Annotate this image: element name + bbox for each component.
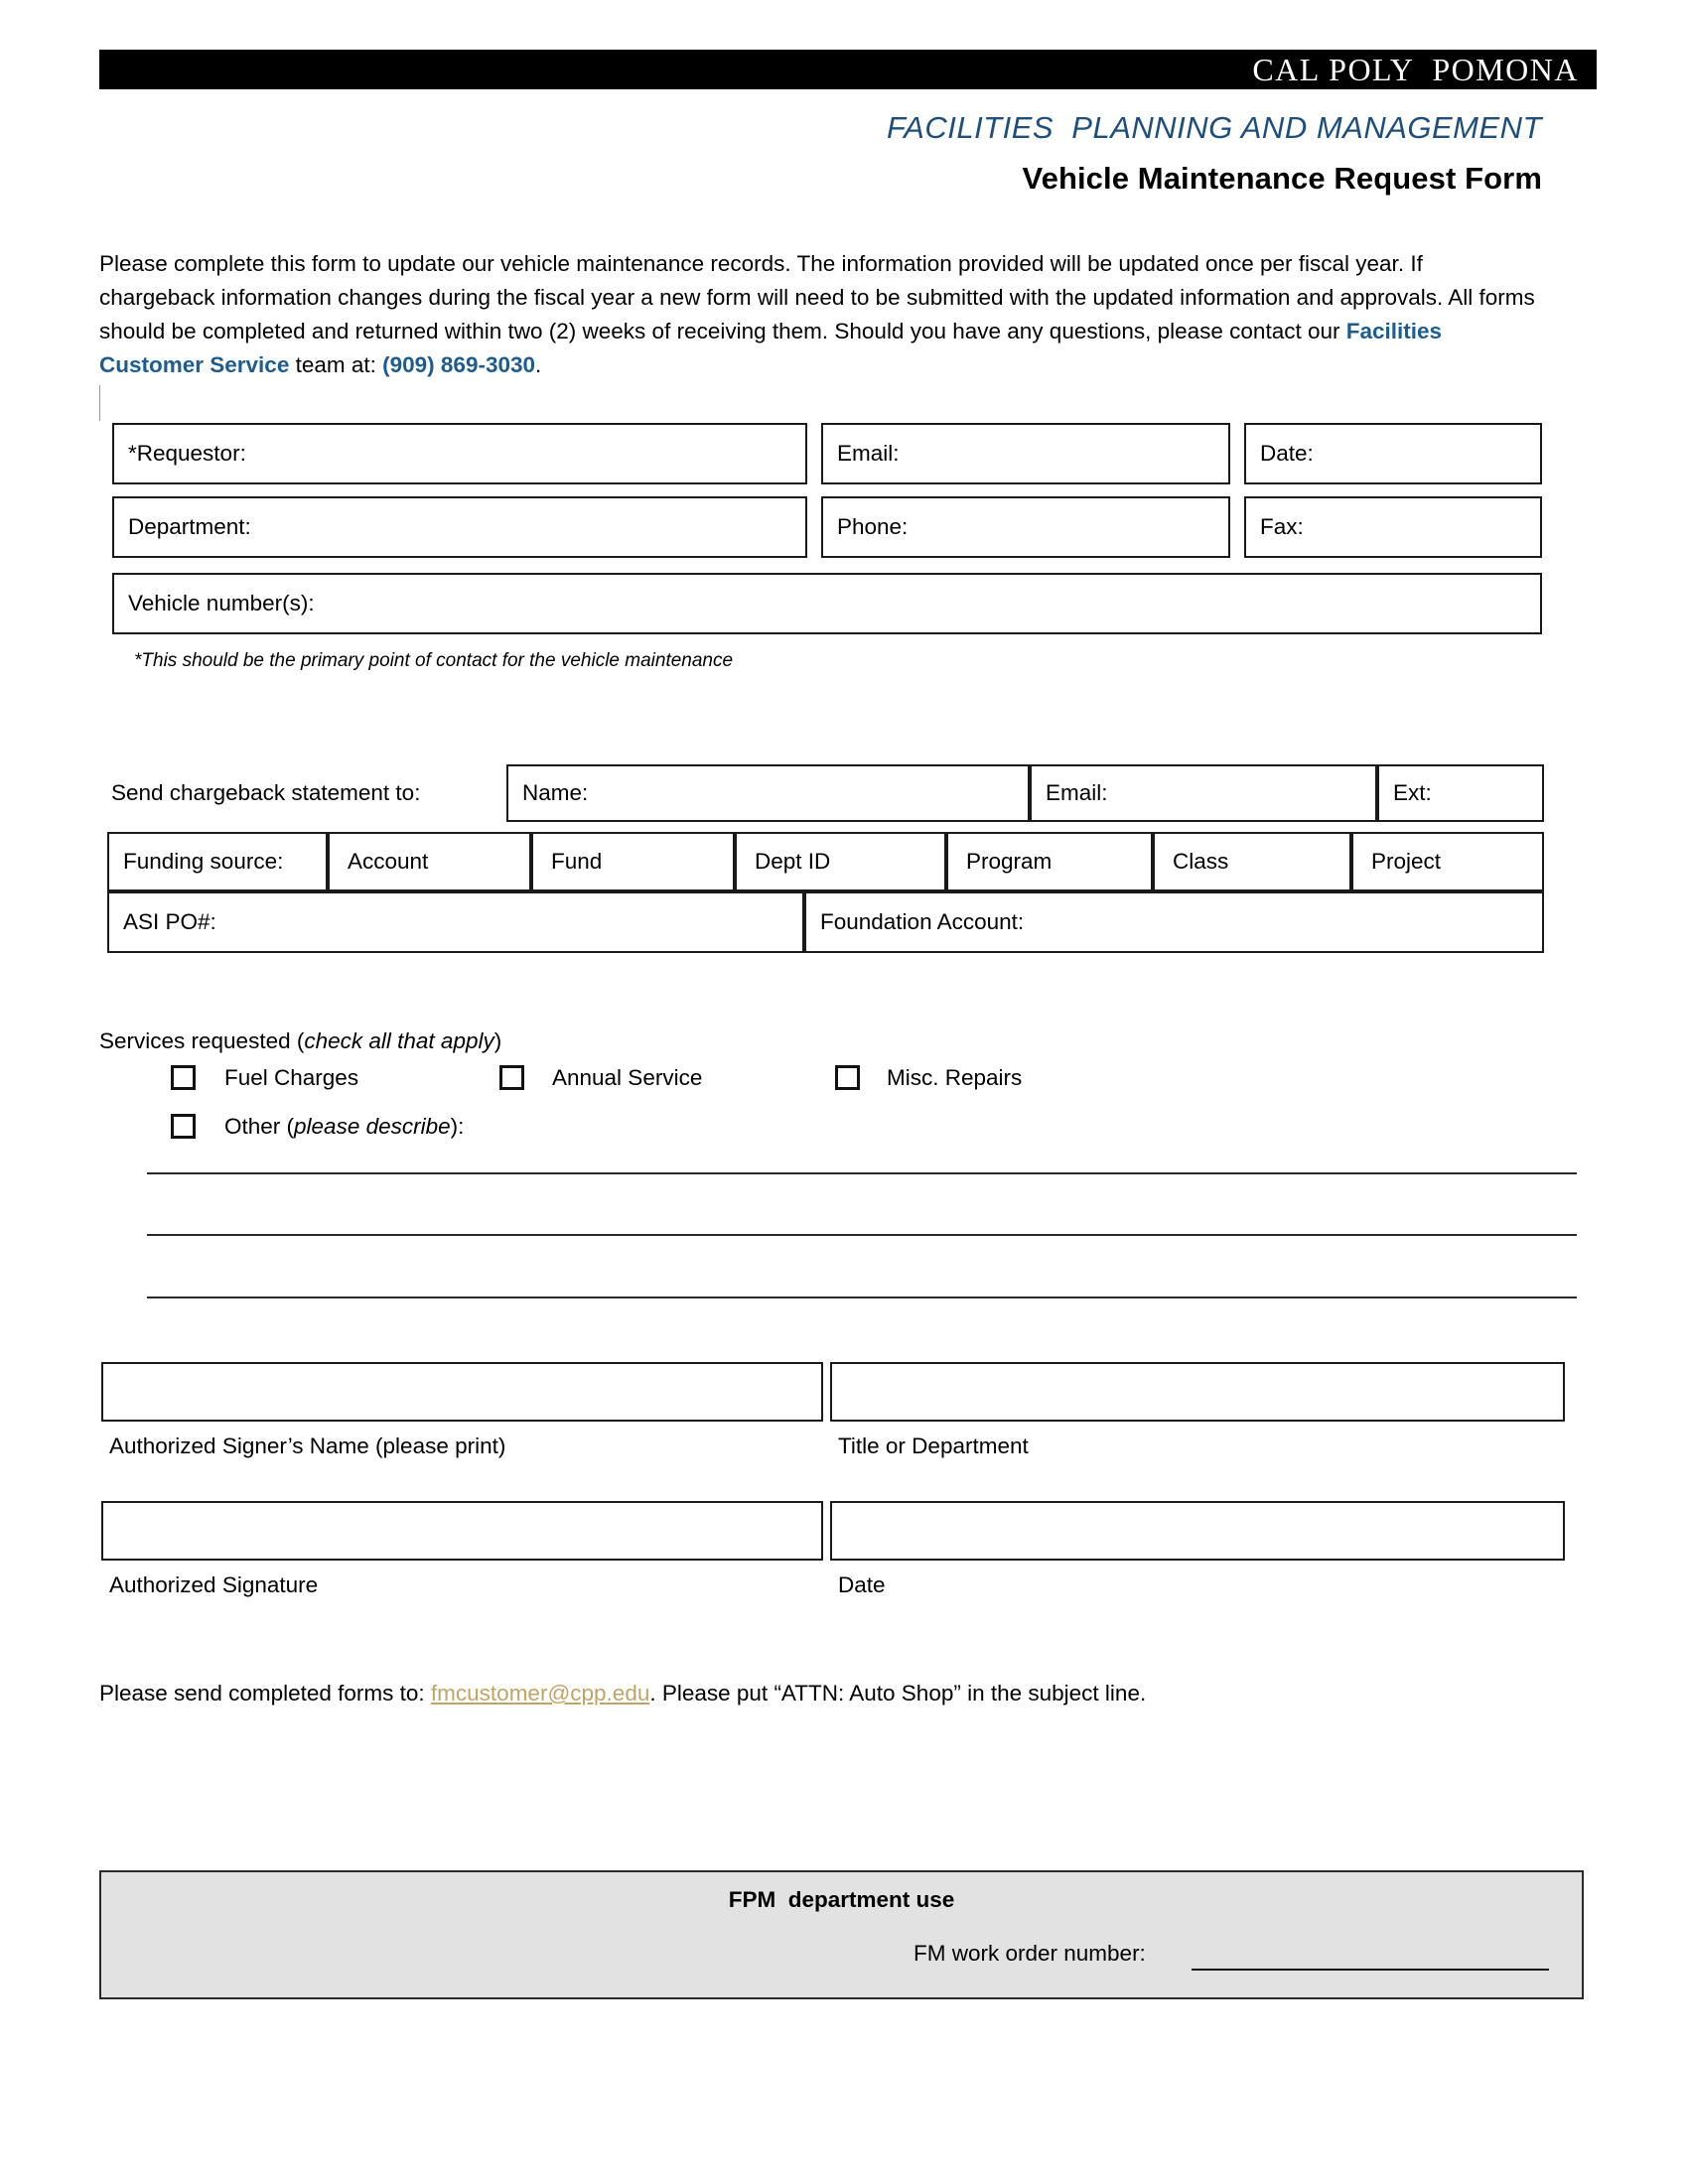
fpm-department-use-title: FPM department use — [728, 1887, 955, 1912]
checkbox-misc-repairs[interactable] — [835, 1065, 860, 1090]
field-email[interactable] — [821, 423, 1230, 484]
field-date[interactable] — [1244, 423, 1542, 484]
submit-prefix: Please send completed forms to: — [99, 1681, 431, 1706]
chargeback-send-to-label: Send chargeback statement to: — [111, 780, 421, 805]
funding-column-project[interactable] — [1351, 832, 1544, 891]
funding-column-account-label: Account — [348, 849, 429, 874]
funding-column-program-label: Program — [966, 849, 1053, 874]
submit-suffix: . Please put “ATTN: Auto Shop” in the subject line. — [649, 1681, 1147, 1706]
field-fax[interactable] — [1244, 496, 1542, 558]
field-date-label: Date: — [1260, 441, 1314, 466]
intro-paragraph — [99, 247, 1544, 382]
field-title-or-department[interactable] — [830, 1362, 1565, 1422]
other-label-plain: Other ( — [224, 1114, 295, 1139]
checkbox-misc-repairs-label: Misc. Repairs — [887, 1065, 1023, 1090]
fm-work-order-input-line[interactable] — [1192, 1969, 1549, 1971]
field-asi-po[interactable] — [107, 891, 804, 953]
services-requested-heading — [99, 1028, 501, 1054]
funding-column-account[interactable] — [328, 832, 531, 891]
field-phone-label: Phone: — [837, 514, 909, 539]
other-describe-line-2[interactable] — [147, 1234, 1577, 1236]
header-black-bar — [99, 50, 1597, 89]
field-fax-label: Fax: — [1260, 514, 1304, 539]
field-authorized-signer-name[interactable] — [101, 1362, 823, 1422]
services-heading-plain: Services requested ( — [99, 1028, 305, 1053]
cal-poly-pomona-wordmark: CAL POLY POMONA — [1252, 52, 1579, 87]
department-heading: FACILITIES PLANNING AND MANAGEMENT — [887, 110, 1542, 145]
checkbox-other[interactable] — [171, 1114, 196, 1139]
field-chargeback-email-label: Email: — [1046, 780, 1108, 805]
checkbox-other-label — [224, 1114, 464, 1140]
checkbox-fuel-charges[interactable] — [171, 1065, 196, 1090]
field-signature-date[interactable] — [830, 1501, 1565, 1561]
margin-rule-artifact — [99, 385, 100, 421]
funding-column-dept-id[interactable] — [735, 832, 946, 891]
other-label-close: ): — [450, 1114, 465, 1139]
other-label-italic: please describe — [294, 1114, 451, 1139]
caption-signature-date: Date — [838, 1572, 886, 1597]
requestor-footnote: *This should be the primary point of contact for the vehicle maintenance — [134, 650, 734, 671]
caption-authorized-signature: Authorized Signature — [109, 1572, 319, 1597]
intro-text-part3: . — [535, 351, 542, 377]
services-heading-close: ) — [493, 1028, 502, 1053]
checkbox-annual-service[interactable] — [499, 1065, 524, 1090]
funding-column-class-label: Class — [1173, 849, 1229, 874]
facilities-customer-service-link[interactable]: Facilities Customer Service — [99, 318, 1443, 377]
other-describe-line-1[interactable] — [147, 1172, 1577, 1174]
page-title: Vehicle Maintenance Request Form — [1022, 161, 1542, 196]
field-chargeback-email[interactable] — [1030, 764, 1377, 822]
intro-text-part2: team at: — [289, 351, 383, 377]
intro-text-part1: Please complete this form to update our vehicle maintenance records. The information provided will be updated once per fiscal year. If chargeback information changes during the fiscal year a new form will need to be submitted with the updated information and approvals. All forms should be completed and returned within two (2) weeks of receiving them. Should you have any questions, please contact our — [99, 250, 1535, 343]
checkbox-annual-service-label: Annual Service — [552, 1065, 703, 1090]
submit-instructions — [99, 1681, 1146, 1706]
field-foundation-account[interactable] — [804, 891, 1544, 953]
field-requestor[interactable] — [112, 423, 807, 484]
funding-column-dept-id-label: Dept ID — [755, 849, 831, 874]
field-email-label: Email: — [837, 441, 900, 466]
funding-column-program[interactable] — [946, 832, 1153, 891]
funding-source-label: Funding source: — [123, 849, 284, 874]
services-heading-italic: check all that apply — [304, 1028, 494, 1053]
field-asi-po-label: ASI PO#: — [123, 909, 216, 934]
field-vehicle-numbers-label: Vehicle number(s): — [128, 591, 315, 615]
funding-column-project-label: Project — [1371, 849, 1442, 874]
field-vehicle-numbers[interactable] — [112, 573, 1542, 634]
field-authorized-signature[interactable] — [101, 1501, 823, 1561]
customer-service-phone: (909) 869-3030 — [382, 351, 536, 377]
field-chargeback-name[interactable] — [506, 764, 1030, 822]
field-requestor-label: *Requestor: — [128, 441, 246, 466]
field-chargeback-ext[interactable] — [1377, 764, 1544, 822]
funding-source-label-cell — [107, 832, 328, 891]
field-chargeback-ext-label: Ext: — [1393, 780, 1432, 805]
field-phone[interactable] — [821, 496, 1230, 558]
caption-title-or-department: Title or Department — [838, 1433, 1029, 1458]
fm-work-order-label: FM work order number: — [914, 1941, 1146, 1966]
other-describe-line-3[interactable] — [147, 1297, 1577, 1298]
field-chargeback-name-label: Name: — [522, 780, 589, 805]
checkbox-fuel-charges-label: Fuel Charges — [224, 1065, 359, 1090]
funding-column-class[interactable] — [1153, 832, 1351, 891]
funding-column-fund[interactable] — [531, 832, 735, 891]
field-department[interactable] — [112, 496, 807, 558]
field-department-label: Department: — [128, 514, 251, 539]
funding-column-fund-label: Fund — [551, 849, 603, 874]
fmcustomer-email-link[interactable]: fmcustomer@cpp.edu — [430, 1681, 650, 1706]
field-foundation-account-label: Foundation Account: — [820, 909, 1025, 934]
caption-authorized-signer-name: Authorized Signer’s Name (please print) — [109, 1433, 506, 1458]
